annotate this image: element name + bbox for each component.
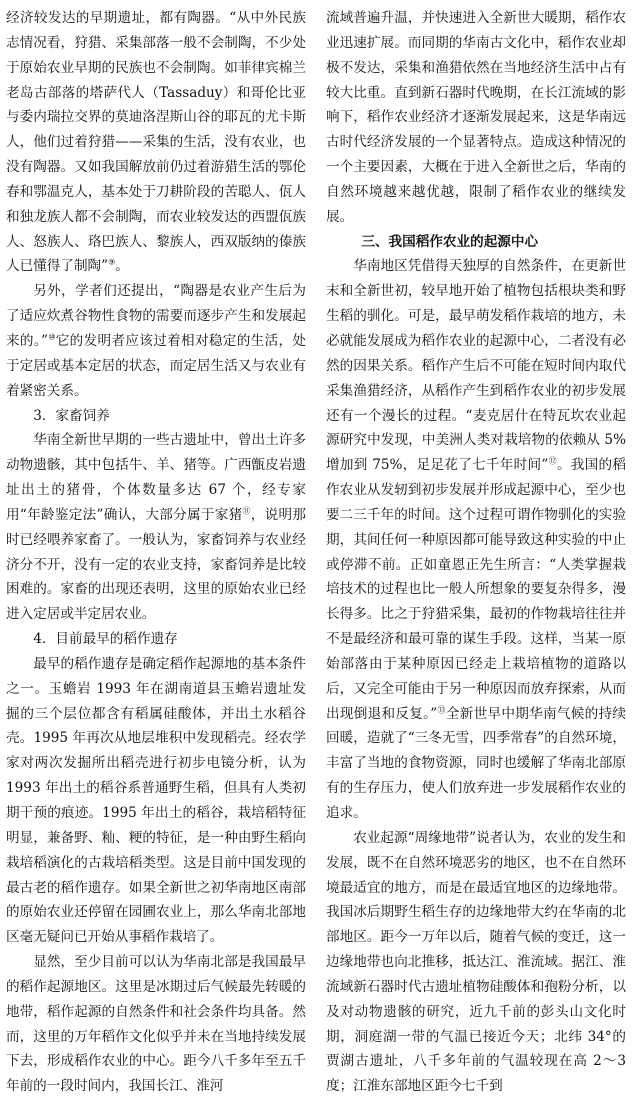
subheading-earliest-rice: 4．目前最早的稻作遗存 xyxy=(33,631,178,648)
footnote-marker: ⑪ xyxy=(242,506,251,516)
left-paragraph-5: 显然，至少目前可以认为华南北部是我国最早的稻作起源地区。这里是冰期过后气候最先转暖的地带，稻作起源的自然条件和社会条件均具备。然而，这里的万年稻作文化似乎并未在当地持续发展下去，形成稻作农业的中心。距今八千多年至五千年前的一段时间内，我国长江、淮河 xyxy=(6,954,306,1095)
footnote-marker: ⑬ xyxy=(437,705,446,715)
left-paragraph-2: 另外，学者们还提出，“陶器是农业产生后为了适应炊煮谷物性食物的需要而逐步产生和发展起来的。”⑩它的发明者应该过着相对稳定的生活，处于定居或基本定居的状态，而定居生活又与农业有着紧密关系。 xyxy=(6,283,307,399)
right-paragraph-2: 华南地区凭借得天独厚的自然条件，在更新世末和全新世初，较早地开始了植物包括根块类和野生稻的驯化。可是，最早萌发稻作栽培的地方，未必就能发展成为稻作农业的起源中心，二者没有必然的因果关系。稻作产生后不可能在短时间内取代采集渔猎经济，从稻作产生到稻作农业的初步发展还有一个漫长的过程。“麦克居什在特瓦坎农业起源研究中发现，中美洲人类对栽培物的依赖从 5%增加到 75%，足足花了七千年时间”⑫。我国的稻作农业从发轫到初步发展并形成起源中心，至少也要二三千年的时间。这个过程可谓作物驯化的实验期，其间任何一种原因都可能导致这种实验的中止或停滞不前。正如童恩正先生所言：“人类掌握栽培技术的过程也比一般人所想象的要复杂得多，漫长得多。比之于狩猎采集，最初的作物栽培往往并不是最经济和最可靠的谋生手段。这样，当某一原始部落由于某种原因已经走上栽培植物的道路以后，又完全可能由于另一种原因而放弃探索，从而出现倒退和反复。”⑬全新世早中期华南气候的持续回暖，造就了“三冬无雪，四季常春”的自然环境，丰富了当地的食物资源，同时也缓解了华南北部原有的生存压力，使人们放弃进一步发展稻作农业的追求。 xyxy=(326,258,627,821)
left-paragraph-4: 最早的稻作遗存是确定稻作起源地的基本条件之一。玉蟾岩 1993 年在湖南道县玉蟾岩遗址发掘的三个层位都含有稻属硅酸体，并出土水稻谷壳。1995 年再次从地层堆积中发现稻壳。经农学家对两次发掘所出稻壳进行初步电镜分析，认为 1993 年出土的稻谷系普通野生稻，但具有人类初期干预的痕迹。1995 年出土的稻谷，栽培稻特征明显，兼备野、籼、粳的特征，是一种由野生稻向栽培稻演化的古栽培稻类型。这是目前中国发现的最古老的稻作遗存。如果全新世之初华南地区南部的原始农业还停留在园圃农业上，那么华南北部地区毫无疑问已开始从事稻作栽培了。 xyxy=(6,655,306,946)
right-column xyxy=(326,6,626,1099)
section-heading-origin-center: 三、我国稻作农业的起源中心 xyxy=(361,233,539,250)
left-paragraph-3: 华南全新世早期的一些古遗址中，曾出土许多动物遗骸，其中包括牛、羊、猪等。广西甑皮岩遗址出土的猪骨，个体数量多达 67 个，经专家用“年龄鉴定法”确认，大部分属于家猪⑪，说明那时已经喂养家畜了。一般认为，家畜饲养与农业经济分不开，没有一定的农业支持，家畜饲养是比较困难的。家畜的出现还表明，这里的原始农业已经进入定居或半定居农业。 xyxy=(6,432,307,623)
left-paragraph-1: 经济较发达的早期遗址，都有陶器。“从中外民族志情况看，狩猎、采集部落一般不会制陶，不少处于原始农业早期的民族也不会制陶。如菲律宾棉兰老岛古部落的塔萨代人（Tassaduy）和哥伦比亚与委内瑞拉交界的莫迪洛涅斯山谷的耶瓦的尤卡斯人，他们过着狩猎——采集的生活，没有农业，也没有陶器。又如我国解放前仍过着游猎生活的鄂伦春和鄂温克人，基本处于刀耕阶段的苦聪人、佤人和独龙族人都不会制陶，而农业较发达的西盟佤族人、怒族人、珞巴族人、黎族人，西双版纳的傣族人已懂得了制陶”⑨。 xyxy=(6,10,306,275)
right-paragraph-1: 流域普遍升温，并快速进入全新世大暖期，稻作农业迅速扩展。而同期的华南古文化中，稻作农业却极不发达，采集和渔猎依然在当地经济生活中占有较大比重。直到新石器时代晚期，在长江流域的影响下，稻作农业经济才逐渐发展起来，这是华南远古时代经济发展的一个显著特点。造成这种情况的一个主要因素，大概在于进入全新世之后，华南的自然环境越来越优越，限制了稻作农业的继续发展。 xyxy=(326,10,626,225)
right-paragraph-3: 农业起源“周缘地带”说者认为，农业的发生和发展，既不在自然环境恶劣的地区，也不在自然环境最适宜的地方，而是在最适宜地区的边缘地带。我国冰后期野生稻生存的边缘地带大约在华南的北部地区。距今一万年以后，随着气候的变迁，这一边缘地带也向北推移，抵达江、淮流域。据江、淮流域新石器时代古遗址植物硅酸体和孢粉分析，以及对动物遗骸的研究，近九千前的彭头山文化时期，洞庭湖一带的气温已接近今天；北纬 34°的贾湖古遗址，八千多年前的气温较现在高 2～3 度；江淮东部地区距今七千到 xyxy=(326,829,626,1095)
subheading-livestock: 3．家畜饲养 xyxy=(33,407,110,424)
footnote-marker: ⑩ xyxy=(47,332,56,342)
left-column xyxy=(6,6,306,1099)
footnote-marker: ⑫ xyxy=(548,456,557,466)
footnote-marker: ⑨ xyxy=(108,257,116,267)
